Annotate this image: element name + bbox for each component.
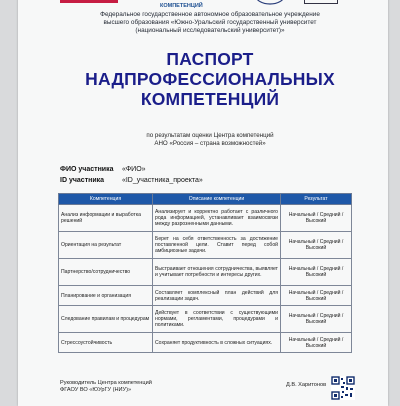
signer-name: Д.В. Харитонов bbox=[286, 382, 327, 388]
qr-code-icon bbox=[331, 376, 355, 400]
result-cell: Начальный / Средний / Высокий bbox=[281, 205, 352, 232]
table-row bbox=[59, 306, 352, 333]
title-line-3: КОМПЕТЕНЦИЙ bbox=[140, 89, 280, 109]
participant-id-label: ID участника bbox=[60, 177, 105, 184]
table-row bbox=[59, 232, 352, 259]
description-cell: Выстраивает отношения сотрудничества, выявляет и учитывает потребности и интересы других. bbox=[153, 259, 281, 286]
table-row bbox=[59, 286, 352, 306]
description-cell: Сохраняет продуктивность в сложных ситуациях. bbox=[153, 333, 281, 353]
result-cell: Начальный / Средний / Высокий bbox=[281, 286, 352, 306]
result-cell: Начальный / Средний / Высокий bbox=[281, 259, 352, 286]
competency-cell: Следование правилам и процедурам bbox=[59, 306, 153, 333]
result-cell: Начальный / Средний / Высокий bbox=[281, 232, 352, 259]
competency-cell: Стрессоустойчивость bbox=[59, 333, 153, 353]
result-cell: Начальный / Средний / Высокий bbox=[281, 306, 352, 333]
organization-name bbox=[60, 11, 360, 35]
document-subtitle bbox=[60, 132, 360, 148]
description-cell: Действует в соответствии с существующими нормами, регламентами, процедурами и политиками. bbox=[153, 306, 281, 333]
competency-cell: Планирование и организация bbox=[59, 286, 153, 306]
header-competency: Компетенция bbox=[59, 194, 153, 205]
competence-center-logo bbox=[160, 0, 230, 9]
subtitle-line-1: по результатам оценки Центра компетенций bbox=[146, 132, 274, 139]
title-line-2: НАДПРОФЕССИОНАЛЬНЫХ bbox=[85, 69, 335, 89]
document-title bbox=[60, 49, 360, 109]
competency-cell: Партнерство/сотрудничество bbox=[59, 259, 153, 286]
header-description: Описание компетенции bbox=[153, 194, 281, 205]
result-cell: Начальный / Средний / Высокий bbox=[281, 333, 352, 353]
participant-name-row bbox=[60, 165, 146, 174]
organization-line-2: высшего образования «Южно-Уральский государственный университет bbox=[103, 19, 317, 26]
participant-id-value: «ID_участника_проекта» bbox=[121, 177, 203, 184]
table-header-row bbox=[59, 194, 352, 205]
competence-center-logo-text: КОМПЕТЕНЦИЙ bbox=[160, 3, 203, 9]
russia-opportunities-logo bbox=[60, 0, 118, 3]
participant-id-row bbox=[60, 176, 203, 185]
description-cell: Анализирует и корректно работает с различного рода информацией, устанавливает взаимосвязи между разрозненными данными. bbox=[153, 205, 281, 232]
header-result: Результат bbox=[281, 194, 352, 205]
signer-title-line-2: ФГАОУ ВО «ЮУрГУ (НИУ)» bbox=[60, 387, 132, 393]
competencies-table bbox=[58, 193, 352, 353]
organization-line-1: Федеральное государственное автономное образовательное учреждение bbox=[100, 11, 320, 18]
title-line-1: ПАСПОРТ bbox=[166, 49, 254, 69]
table-row bbox=[59, 259, 352, 286]
subtitle-line-2: АНО «Россия – страна возможностей» bbox=[154, 140, 266, 147]
participant-name-label: ФИО участника bbox=[60, 166, 114, 173]
organization-line-3: (национальный исследовательский университет)» bbox=[135, 27, 285, 34]
description-cell: Составляет комплексный план действий для реализации задач. bbox=[153, 286, 281, 306]
participant-name-value: «ФИО» bbox=[121, 166, 146, 173]
table-row bbox=[59, 333, 352, 353]
description-cell: Берет на себя ответственность за достижение поставленной цели. Ставит перед собой амбициозные задачи. bbox=[153, 232, 281, 259]
russia-opportunities-logo-text bbox=[60, 0, 118, 3]
table-row bbox=[59, 205, 352, 232]
signer-title-line-1: Руководитель Центра компетенций bbox=[60, 380, 152, 386]
passport-sheet bbox=[18, 0, 388, 406]
university-seal-icon bbox=[252, 0, 288, 6]
signature-block bbox=[60, 380, 152, 394]
competency-cell: Ориентация на результат bbox=[59, 232, 153, 259]
competency-cell: Анализ информации и выработка решений bbox=[59, 205, 153, 232]
partner-logo bbox=[304, 0, 338, 4]
